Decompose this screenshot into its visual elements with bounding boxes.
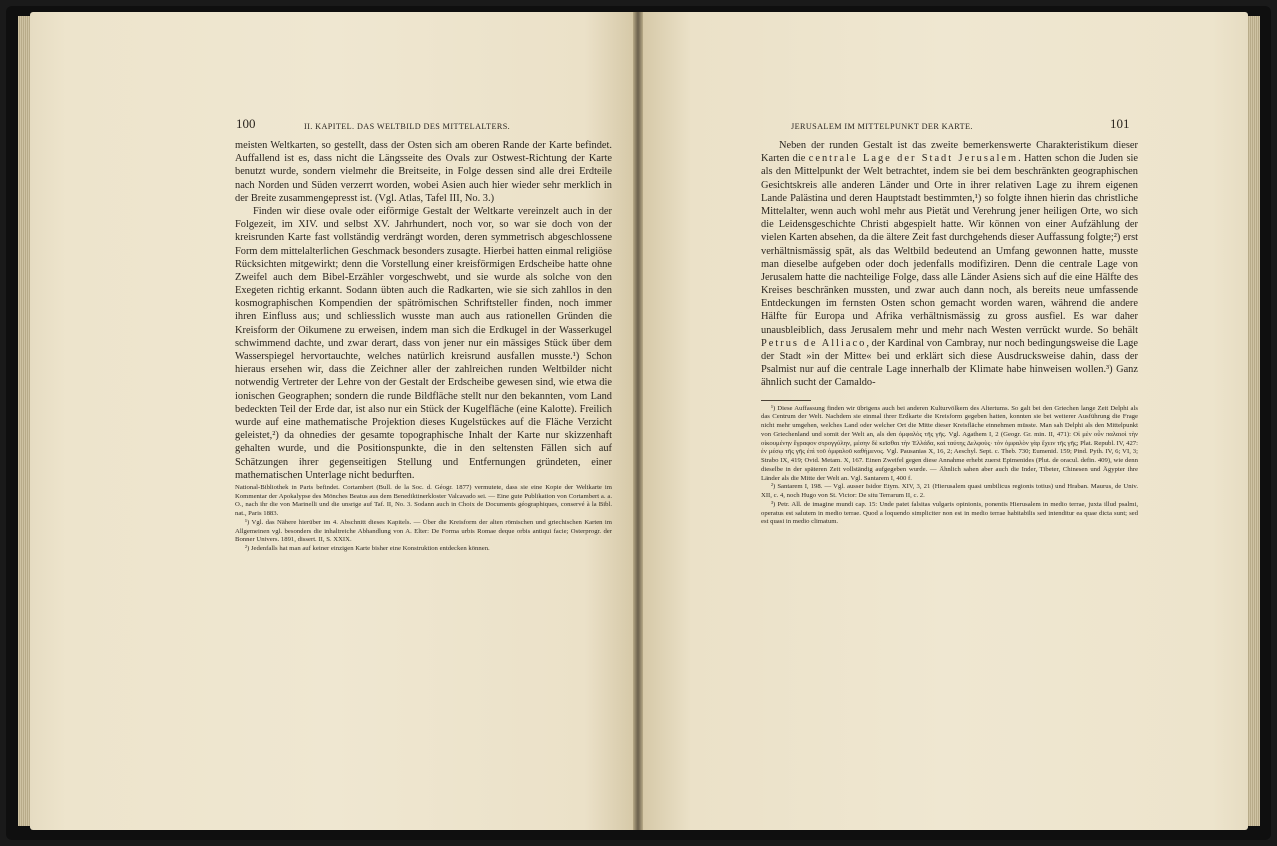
- left-paragraph-2: Finden wir diese ovale oder eiförmige Gestalt der Weltkarte vereinzelt auch in der Folgezeit, im XIV. und selbst XV. Jahrhundert, noch vor, so war sie doch von der kreisrunden Karte fast vollständig verdrängt worden, deren symmetrisch abgeschlossene Form dem mittelalterlichen Geschmack besonders zusagte. Hierbei hatten einmal religiöse Rücksichten mitgewirkt; denn die Vorstellung einer kreisförmigen Erdscheibe hatte ohne Zweifel auch dem Bibel-Erzähler vorgeschwebt, und sie wurde als solche von den Exegeten richtig erkannt. Sodann übten auch die Radkarten, wie sie sich zahllos in den kosmographischen Kompendien der spätrömischen Schriftsteller finden, noch immer ihren Einfluss aus; und schliesslich wusste man auch aus rationellen Gründen die Kreisform der Oikumene zu erweisen, indem man sich die Erdkugel in der Wasserkugel schwimmend dachte, und zwar derart, dass von jener nur ein mässiges Stück über dem Wasserspiegel hervortauchte, welches natürlich kreisrund ausfallen musste.¹) Schon hieraus ersehen wir, dass die Zeichner aller der zahlreichen runden Weltbilder nicht notwendig Vertreter der Lehre von der Gestalt der Erdscheibe gewesen sind, wie etwa die ionischen Geographen; sondern die runde Bildfläche stellt nur den bekannten, vom Land bedeckten Teil der Erde dar, ist also nur ein Stück der Kugelfläche (eine Kalotte). Freilich wurde auf eine mathematische Projektion dieses Kugelstückes auf die Fläche Verzicht geleistet,²) da ohnedies der gesamte topographische Inhalt der Karte nur skizzenhaft gehalten wurde, und die Positionspunkte, die in den seltensten Fällen sich auf Schätzungen ihrer gegenseitigen Stellung und Entfernungen gründeten, einer mathematischen Unterlage nicht bedurften.: [235, 205, 612, 481]
- right-body-text: [761, 139, 1138, 390]
- right-page-number: 101: [1110, 116, 1130, 131]
- left-running-head: II. KAPITEL. DAS WELTBILD DES MITTELALTERS.: [304, 122, 511, 131]
- petrus-de-alliaco-emphasis: Petrus de Alliaco: [761, 337, 867, 349]
- right-footnote-2: ²) Santarem I, 198. — Vgl. ausser Isidor Etym. XIV, 3, 21 (Hierusalem quasi umbilicus regionis totius) und Hraban. Maurus, de Univ. XII, c. 4, noch Hugo von St. Victor: De situ Terrarum II, c. 2.: [761, 483, 1138, 500]
- right-page: [643, 12, 1248, 830]
- left-footnotes: [235, 484, 612, 554]
- footnote-rule: [761, 400, 811, 401]
- left-text-column: [235, 139, 612, 554]
- book-gutter: [633, 12, 643, 830]
- left-body-text: [235, 139, 612, 482]
- left-page-number: 100: [236, 116, 256, 131]
- left-paragraph-1: meisten Weltkarten, so gestellt, dass der Osten sich am oberen Rande der Karte befindet. Auffallend ist es, dass nicht die Längsseite des Ovals zur Ostwest-Richtung der Karte benutzt wurde, sondern vielmehr die Breitseite, in Folge dessen sind alle drei Erdteile nach Norden und Süden verzerrt worden, wobei Asien auch hier wieder sehr merklich in der Breite zusammengepresst ist. (Vgl. Atlas, Tafel III, No. 3.): [235, 140, 612, 204]
- right-paragraph-part-2: . Hatten schon die Juden sie als den Mittelpunkt der Welt betrachtet, indem sie bei dem beschränkten geographischen Gesichtskreis alle anderen Länder und Orte in ihrer relativen Lage zu ihrem eigenen Lande Palästina und deren Hauptstadt bestimmten,¹) so folgte ihnen hierin das christliche Mittelalter, wenn auch wohl mehr aus Pietät und Verehrung jener heiligen Orte, wo sich die Leidensgeschichte Christi abgespielt hatte. Wir können von einer Aufzählung der vielen Karten absehen, da die ältere Zeit fast durchgehends dieser Auffassung folgte;²) erst verhältnismässig spät, als das Weltbild bedeutend an Umfang gewonnen hatte, musste man dieselbe aufgeben oder doch jedenfalls modifiziren. Denn die centrale Lage von Jerusalem hatte die nachteilige Folge, dass alle Länder Asiens sich auf die eine Hälfte des Kreises beschränken mussten, und zwar auch dann noch, als bereits neue umfassende Entdeckungen im fernsten Osten schon gemacht worden waren, während die andere Hälfte für Europa und Afrika verhältnismässig zu gross ausfiel. Es war daher unausbleiblich, dass Jerusalem mehr und mehr nach Westen verrückt wurde. So behält: [761, 153, 1138, 336]
- right-footnote-3: ³) Petr. All. de imagine mundi cap. 15: Unde patet falsitas vulgaris opinionis, ponentis Hierusalem in medio terrae, juxta illud psalmi, operatus est salutem in medio terrae. Quod a loquendo simpliciter non est in medio terrae habitabilis sed intenditur ea quae dicta sunt; sed est quasi in medio climatum.: [761, 500, 1138, 526]
- right-paragraph-part-3: , der Kardinal von Cambray, nur noch bedingungsweise die Lage der Stadt »in der Mitte« bei und erklärt sich diese Ausdrucksweise dahin, dass der Psalmist nur auf die centrale Lage innerhalb der Klimate habe hinweisen wollen.³) Ganz ähnlich sucht der Camaldo-: [761, 337, 1138, 389]
- right-text-column: [761, 139, 1138, 527]
- right-page-edges: [1248, 16, 1260, 826]
- right-paragraph-1: [761, 139, 1138, 390]
- right-paragraph-part-1: Neben der runden Gestalt ist das zweite bemerkenswerte Charakteristikum dieser Karten die: [761, 140, 1138, 165]
- right-footnotes: [761, 405, 1138, 528]
- right-footnote-1: ¹) Diese Auffassung finden wir übrigens auch bei anderen Kulturvölkern des Altertums. So galt bei den Griechen lange Zeit Delphi als das Centrum der Welt. Nachdem sie einmal ihrer Erdkarte die Kreisform gegeben hatten, konnten sie bei weiterer Ausführung die Frage nicht mehr umgehen, welches Land oder welcher Ort die Mitte dieser Kreisfläche einnehmen müsste. Man sah Delphi als den Mittelpunkt von Griechenland und somit der Welt an, als den ὀμφαλὸς τῆς γῆς. Vgl. Agathem I, 2 (Geogr. Gr. min. II, 471): Οἱ μὲν οὖν παλαιοὶ τὴν οἰκουμένην ἔγραφον στρογγύλην, μέσην δὲ κεῖσθαι τὴν Ἑλλάδα, καὶ ταύτης Δελφοὺς· τὸν ὀμφαλὸν γὰρ ἔχειν τῆς γῆς; Plat. Republ. IV, 427: ἐν μέσῳ τῆς γῆς ἐπὶ τοῦ ὀμφαλοῦ καθήμενος. Vgl. Pausanias X, 16, 2; Aeschyl. Sept. c. Theb. 730; Eumenid. 159; Pind. Pyth. IV, 6; VI, 3; Strabo IX, 419; Ovid. Metam. X, 167. Einen Zweifel gegen diese Annahme erhebt zuerst Epimenides (Plut. de oracul. defin. 409), wie denn dieselbe in der späteren Zeit vollständig aufgegeben wurde. — Ähnlich sahen aber auch die Inder, Tibeter, Chinesen und Ägypter ihre Länder als die Mitte der Welt an. Vgl. Santarem I, 400 f.: [761, 404, 1138, 482]
- left-footnote-1: ¹) Vgl. das Nähere hierüber im 4. Abschnitt dieses Kapitels. — Über die Kreisform der alten römischen und griechischen Karten im Allgemeinen vgl. besonders die inhaltreiche Abhandlung von A. Elter: De Forma urbis Romae deque orbis antiqui facie; Osterprogr. der Bonner Univers. 1891, dissert. II, S. XXIX.: [235, 518, 612, 544]
- left-footnote-continued: National-Bibliothek in Paris befindet. Cortambert (Bull. de la Soc. d. Géogr. 1877) vermutete, dass sie eine Kopie der Weltkarte im Kommentar der Apokalypse des Mönches Beatus aus dem Benediktinerkloster Valcavado sei. — Eine gute Publikation von Cortambert a. a. O., nach ihr die von Marinelli und die unsrige auf Taf. II, No. 3. Sodann auch in Choix de Documents géographiques, conservé à la Bibl. nat., Paris 1883.: [235, 483, 612, 518]
- jerusalem-emphasis: centrale Lage der Stadt Jerusalem: [808, 153, 1019, 165]
- left-page: [30, 12, 633, 830]
- left-page-edges: [18, 16, 30, 826]
- right-running-head: JERUSALEM IM MITTELPUNKT DER KARTE.: [791, 122, 973, 131]
- left-footnote-2: ²) Jedenfalls hat man auf keiner einzigen Karte bisher eine Konstruktion entdecken können.: [245, 545, 490, 553]
